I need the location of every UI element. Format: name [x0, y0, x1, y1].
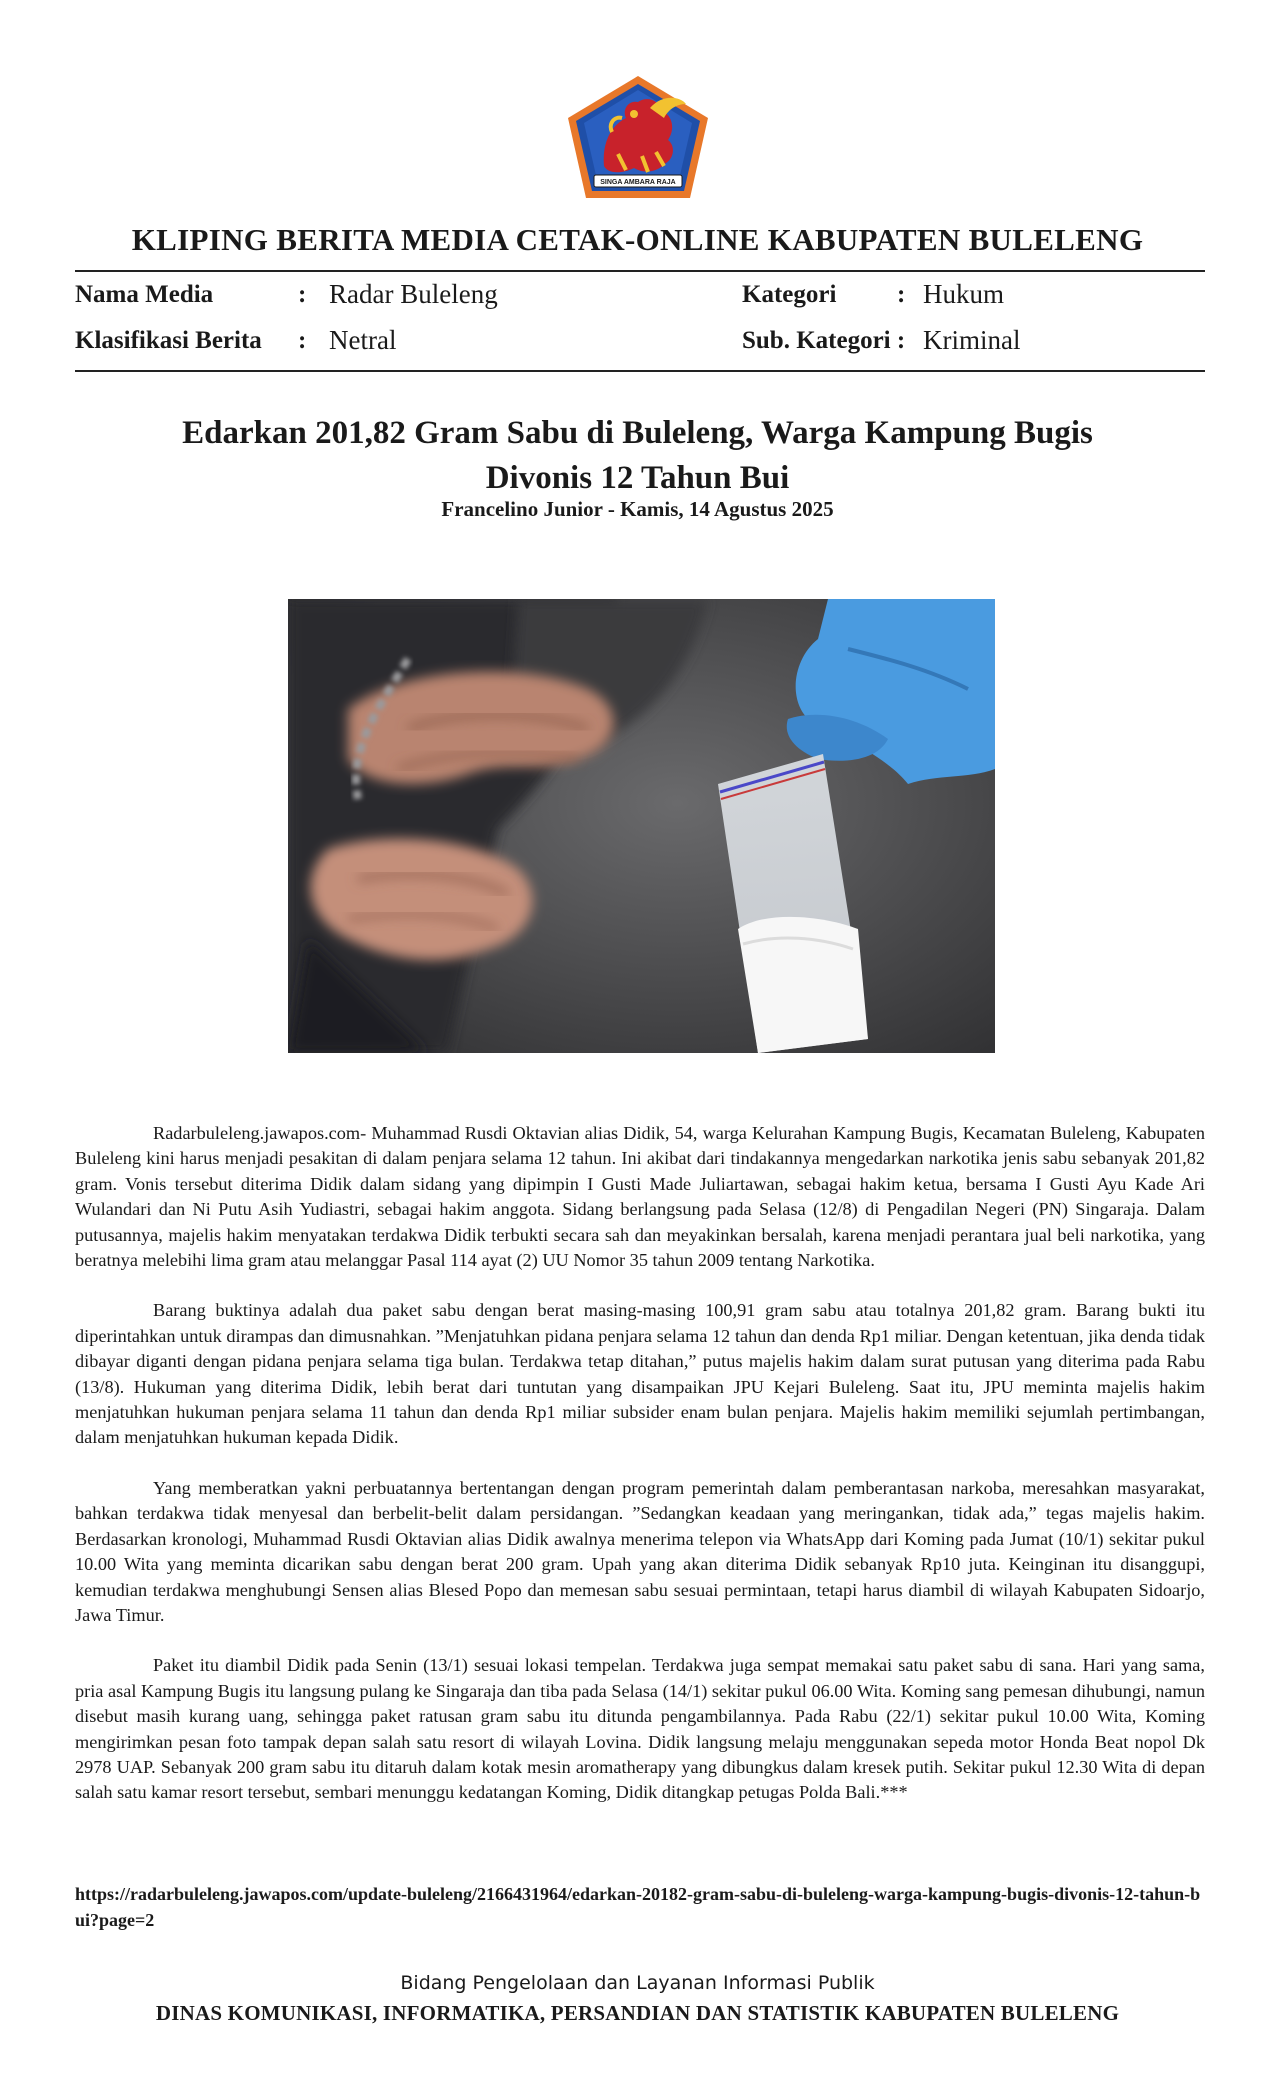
footer-department: Bidang Pengelolaan dan Layanan Informasi Publik [400, 1972, 875, 1994]
category-row [742, 281, 1202, 315]
subcategory-value: Kriminal [923, 325, 1021, 355]
subcategory-row [742, 327, 1202, 361]
media-name-colon: : [298, 281, 307, 308]
article-paragraph-4: Paket itu diambil Didik pada Senin (13/1) sesuai lokasi tempelan. Terdakwa juga sempat memakai satu paket sabu di sana. Hari yang sama, pria asal Kampung Bugis itu langsung pulang ke Singaraja dan tiba pada Selasa (14/1) sekitar pukul 06.00 Wita. Koming sang pemesan dihubungi, namun disebut masih kurang uang, sehingga paket ratusan gram sabu itu ditunda pengambilannya. Pada Rabu (22/1) sekitar pukul 10.00 Wita, Koming mengirimkan pesan foto tampak depan salah satu resort di wilayah Lovina. Didik langsung melaju menggunakan sepeda motor Honda Beat nopol Dk 2978 UAP. Sebanyak 200 gram sabu itu ditaruh dalam kotak mesin aromatherapy yang dibungkus dalam kresek putih. Sekitar pukul 12.30 Wita di depan salah satu kamar resort tersebut, sembari menunggu kedatangan Koming, Didik ditangkap petugas Polda Bali.*** [75, 1655, 1205, 1803]
article-body [75, 1121, 1205, 1831]
category-value: Hukum [923, 279, 1004, 309]
classification-colon: : [298, 327, 307, 354]
article-paragraph-2: Barang buktinya adalah dua paket sabu dengan berat masing-masing 100,91 gram sabu atau totalnya 201,82 gram. Barang bukti itu diperintahkan untuk dirampas dan dimusnahkan. ”Menjatuhkan pidana penjara selama 12 tahun dan denda Rp1 miliar. Dengan ketentuan, jika denda tidak dibayar diganti dengan pidana penjara selama tiga bulan. Terdakwa tetap ditahan,” putus majelis hakim dalam surat putusan yang diterima pada Rabu (13/8). Hukuman yang diterima Didik, lebih berat dari tuntutan yang disampaikan JPU Kejari Buleleng. Saat itu, JPU meminta majelis hakim menjatuhkan hukuman penjara selama 11 tahun dan denda Rp1 miliar subsider enam bulan penjara. Majelis hakim memiliki sejumlah pertimbangan, dalam menjatuhkan hukuman kepada Didik. [75, 1300, 1205, 1448]
clipping-header-title: KLIPING BERITA MEDIA CETAK-ONLINE KABUPATEN BULELENG [131, 222, 1144, 257]
classification-label: Klasifikasi Berita [75, 327, 262, 354]
svg-text:SINGA AMBARA RAJA: SINGA AMBARA RAJA [600, 179, 676, 186]
article-paragraph-1: Radarbuleleng.jawapos.com- Muhammad Rusdi Oktavian alias Didik, 54, warga Kelurahan Kampung Bugis, Kecamatan Buleleng, Kabupaten Buleleng kini harus menjadi pesakitan di dalam penjara selama 12 tahun. Ini akibat dari tindakannya mengedarkan narkotika jenis sabu sebanyak 201,82 gram. Vonis tersebut diterima Didik dalam sidang yang dipimpin I Gusti Made Juliartawan, sebagai hakim ketua, bersama I Gusti Ayu Kade Ari Wulandari dan Ni Putu Asih Yudiastri, sebagai hakim anggota. Sidang berlangsung pada Selasa (12/8) di Pengadilan Negeri (PN) Singaraja. Dalam putusannya, majelis hakim menyatakan terdakwa Didik terbukti secara sah dan meyakinkan bersalah, karena menjadi perantara jual beli narkotika, yang beratnya melebihi lima gram atau melanggar Pasal 114 ayat (2) UU Nomor 35 tahun 2009 tentang Narkotika. [75, 1123, 1205, 1271]
buleleng-regency-logo [564, 74, 712, 202]
header-divider-top [75, 270, 1205, 272]
classification-row [75, 327, 675, 361]
source-url-link[interactable]: https://radarbuleleng.jawapos.com/update-buleleng/2166431964/edarkan-20182-gram-sabu-di-buleleng-warga-kampung-bugis-divonis-12-tahun-bui?page=2 [75, 1884, 1201, 1930]
media-name-row [75, 281, 675, 315]
category-label: Kategori [742, 281, 837, 308]
article-paragraph-3: Yang memberatkan yakni perbuatannya bertentangan dengan program pemerintah dalam pemberantasan narkoba, meresahkan masyarakat, bahkan terdakwa tidak menyesal dan berbelit-belit dalam persidangan. ”Sedangkan keadaan yang meringankan, tidak ada,” tegas majelis hakim. Berdasarkan kronologi, Muhammad Rusdi Oktavian alias Didik awalnya menerima telepon via WhatsApp dari Koming pada Jumat (10/1) sekitar pukul 10.00 Wita yang meminta dicarikan sabu dengan berat 200 gram. Upah yang akan diterima Didik sebanyak Rp10 juta. Keinginan itu disanggupi, kemudian terdakwa menghubungi Sensen alias Blesed Popo dan memesan sabu sesuai permintaan, tetapi harus diambil di wilayah Kabupaten Sidoarjo, Jawa Timur. [75, 1477, 1205, 1625]
category-colon: : [897, 281, 906, 308]
header-divider-bottom [75, 370, 1205, 372]
footer-agency: DINAS KOMUNIKASI, INFORMATIKA, PERSANDIAN DAN STATISTIK KABUPATEN BULELENG [155, 2001, 1120, 2025]
classification-value: Netral [329, 325, 397, 355]
article-photo [288, 599, 995, 1053]
article-title-line-1: Edarkan 201,82 Gram Sabu di Buleleng, Warga Kampung Bugis [182, 415, 1093, 451]
media-name-label: Nama Media [75, 281, 214, 308]
article-title-line-2: Divonis 12 Tahun Bui [485, 460, 790, 496]
subcategory-label: Sub. Kategori : [742, 327, 906, 354]
article-title [75, 411, 1200, 501]
article-byline: Francelino Junior - Kamis, 14 Agustus 2025 [441, 497, 834, 521]
media-name-value: Radar Buleleng [329, 279, 498, 309]
